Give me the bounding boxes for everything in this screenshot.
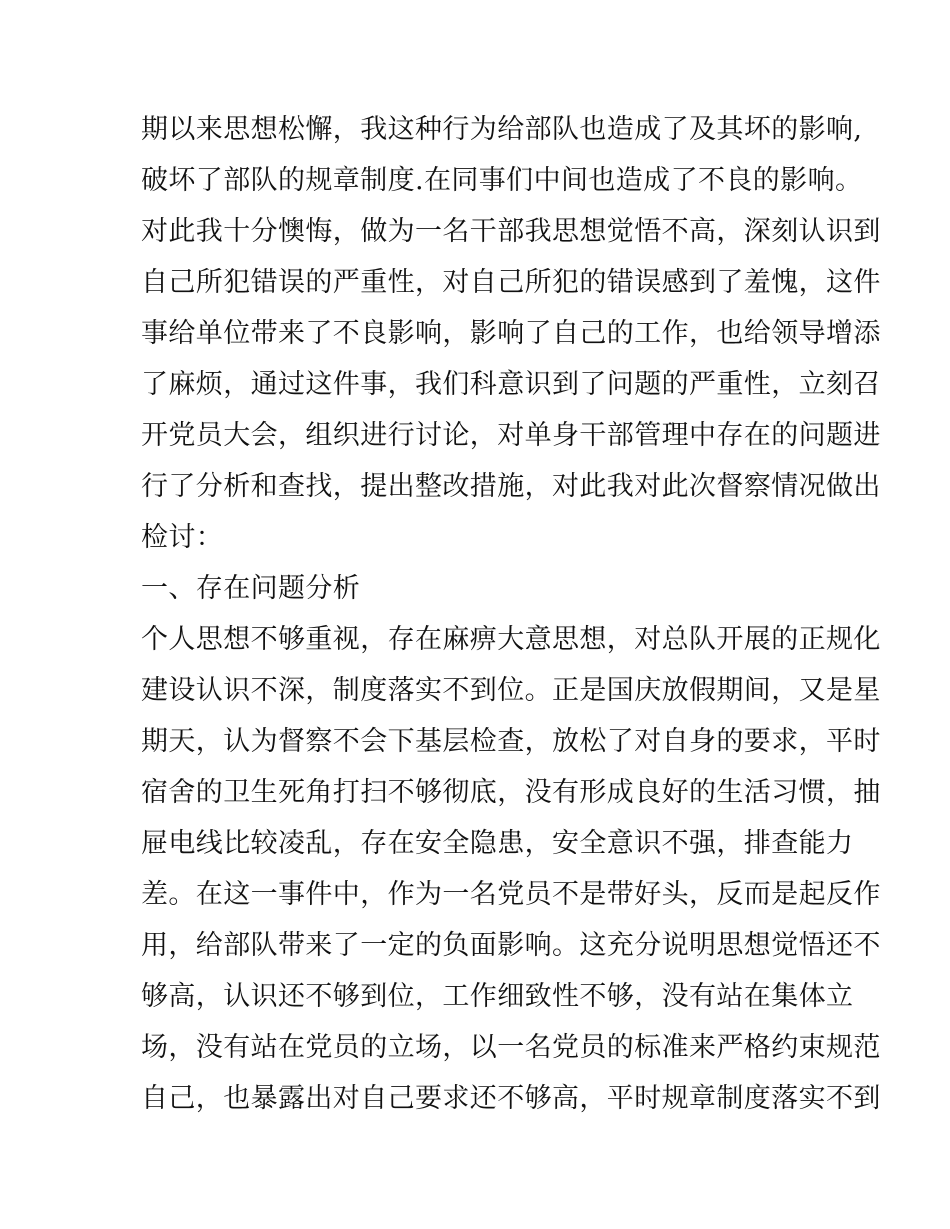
- text-line: 差。在这一事件中，作为一名党员不是带好头，反而是起反作: [141, 879, 881, 910]
- text-line: 破坏了部队的规章制度.在同事们中间也造成了不良的影响。: [141, 165, 863, 196]
- text-line: 够高，认识还不够到位，工作细致性不够，没有站在集体立: [141, 981, 854, 1012]
- text-line: 了麻烦，通过这件事，我们科意识到了问题的严重性，立刻召: [141, 369, 881, 400]
- text-line: 自己，也暴露出对自己要求还不够高，平时规章制度落实不到: [141, 1083, 881, 1114]
- text-line: 事给单位带来了不良影响，影响了自己的工作，也给领导增添: [141, 318, 881, 349]
- text-line: 场，没有站在党员的立场，以一名党员的标准来严格约束规范: [141, 1032, 881, 1063]
- text-line: 个人思想不够重视，存在麻痹大意思想，对总队开展的正规化: [141, 624, 881, 655]
- text-line: 建设认识不深，制度落实不到位。正是国庆放假期间，又是星: [141, 675, 881, 706]
- text-line: 屉电线比较凌乱，存在安全隐患，安全意识不强，排查能力: [141, 828, 854, 859]
- text-line: 宿舍的卫生死角打扫不够彻底，没有形成良好的生活习惯，抽: [141, 777, 881, 808]
- text-line: 期以来思想松懈，我这种行为给部队也造成了及其坏的影响,: [141, 114, 863, 145]
- text-line: 开党员大会，组织进行讨论，对单身干部管理中存在的问题进: [141, 420, 881, 451]
- text-line: 对此我十分懊悔，做为一名干部我思想觉悟不高，深刻认识到: [141, 216, 881, 247]
- text-line: 检讨：: [141, 522, 224, 553]
- text-line: 自己所犯错误的严重性，对自己所犯的错误感到了羞愧，这件: [141, 267, 881, 298]
- section-heading: 一、存在问题分析: [141, 573, 361, 604]
- text-line: 行了分析和查找，提出整改措施，对此我对此次督察情况做出: [141, 471, 881, 502]
- text-line: 期天，认为督察不会下基层检查，放松了对自身的要求，平时: [141, 726, 881, 757]
- text-line: 用，给部队带来了一定的负面影响。这充分说明思想觉悟还不: [141, 930, 881, 961]
